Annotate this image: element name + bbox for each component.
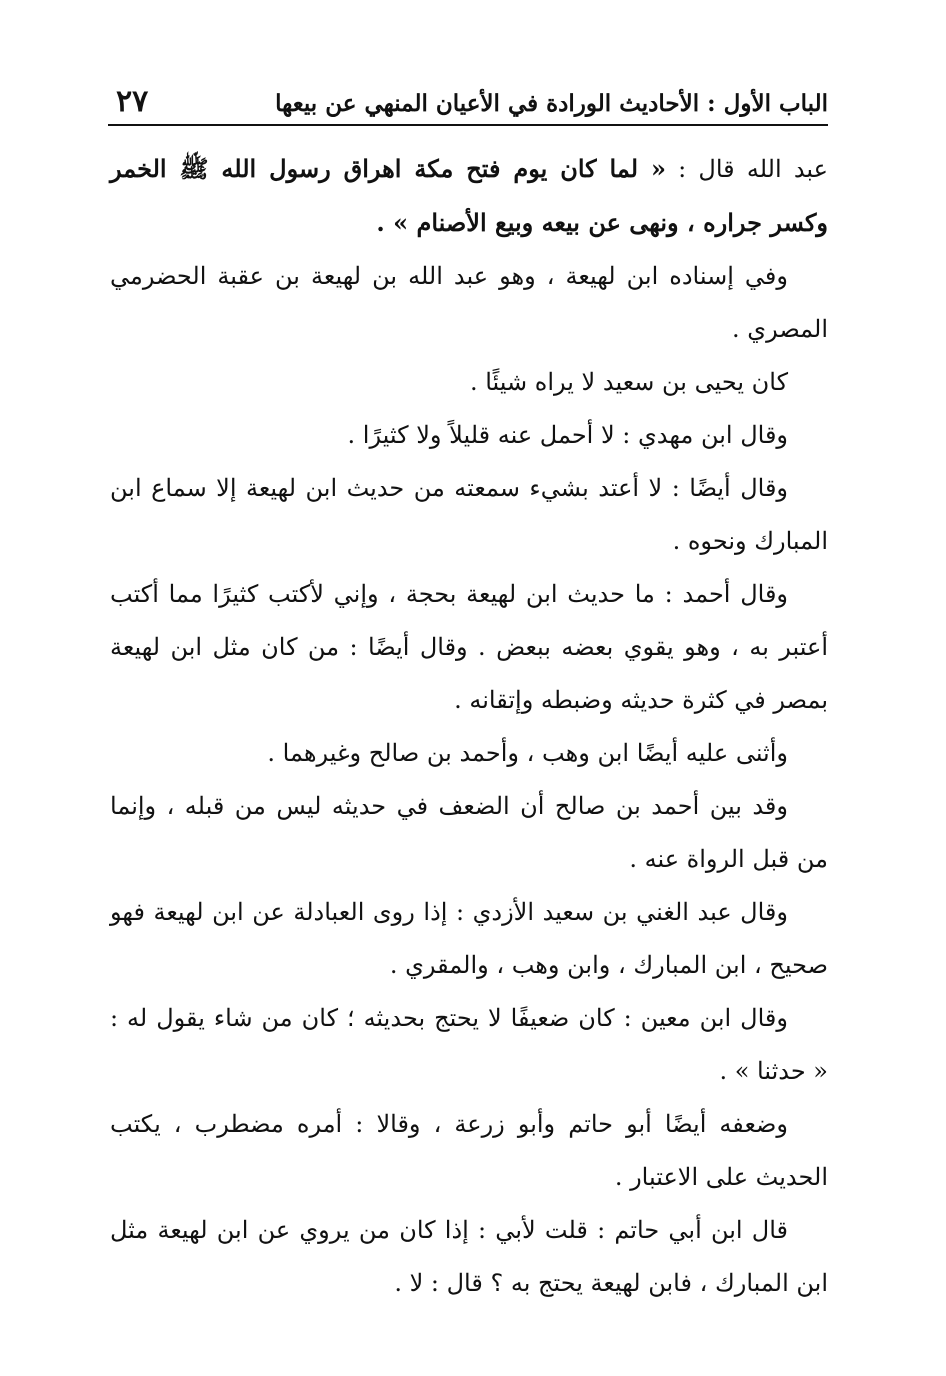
running-head: الباب الأول : الأحاديث الورادة في الأعيان المنهي عن بيعها — [275, 90, 828, 117]
paragraph: كان يحيى بن سعيد لا يراه شيئًا . — [469, 368, 788, 396]
paragraph: وضعفه أيضًا أبو حاتم وأبو زرعة ، وقالا : أمره مضطرب ، يكتب الحديث على الاعتبار . — [110, 1110, 828, 1191]
paragraph-hadith — [110, 142, 828, 250]
paragraph: وقال أحمد : ما حديث ابن لهيعة بحجة ، وإني لأكتب كثيرًا مما أكتب أعتبر به ، وهو يقوي بعضه ببعض . وقال أيضًا : من كان مثل ابن لهيعة بمصر في كثرة حديثه وضبطه وإتقانه . — [110, 580, 828, 714]
hadith-text: « لما كان يوم فتح مكة اهراق رسول الله ﷺ الخمر وكسر جراره ، ونهى عن بيعه وبيع الأصنام » . — [110, 154, 828, 237]
paragraph: قال ابن أبي حاتم : قلت لأبي : إذا كان من يروي عن ابن لهيعة مثل ابن المبارك ، فابن لهيعة يحتج به ؟ قال : لا . — [110, 1216, 828, 1297]
paragraph: وقال عبد الغني بن سعيد الأزدي : إذا روى العبادلة عن ابن لهيعة فهو صحيح ، ابن المبارك ، وابن وهب ، والمقري . — [110, 898, 828, 979]
paragraph: وقال ابن معين : كان ضعيفًا لا يحتج بحديثه ؛ كان من شاء يقول له : « حدثنا » . — [110, 1004, 828, 1085]
hadith-lead: عبد الله قال : — [665, 155, 828, 183]
page-body — [110, 142, 828, 1310]
paragraph: وقال ابن مهدي : لا أحمل عنه قليلاً ولا كثيرًا . — [347, 421, 788, 449]
page-number: ٢٧ — [116, 84, 149, 119]
paragraph: وأثنى عليه أيضًا ابن وهب ، وأحمد بن صالح وغيرهما . — [267, 739, 788, 767]
paragraph: وقد بين أحمد بن صالح أن الضعف في حديثه ليس من قبله ، وإنما من قبل الرواة عنه . — [110, 792, 828, 873]
paragraph: وقال أيضًا : لا أعتد بشيء سمعته من حديث ابن لهيعة إلا سماع ابن المبارك ونحوه . — [110, 474, 828, 555]
paragraph: وفي إسناده ابن لهيعة ، وهو عبد الله بن لهيعة بن عقبة الحضرمي المصري . — [110, 262, 828, 343]
header-rule — [108, 124, 828, 126]
page-header — [108, 84, 828, 124]
